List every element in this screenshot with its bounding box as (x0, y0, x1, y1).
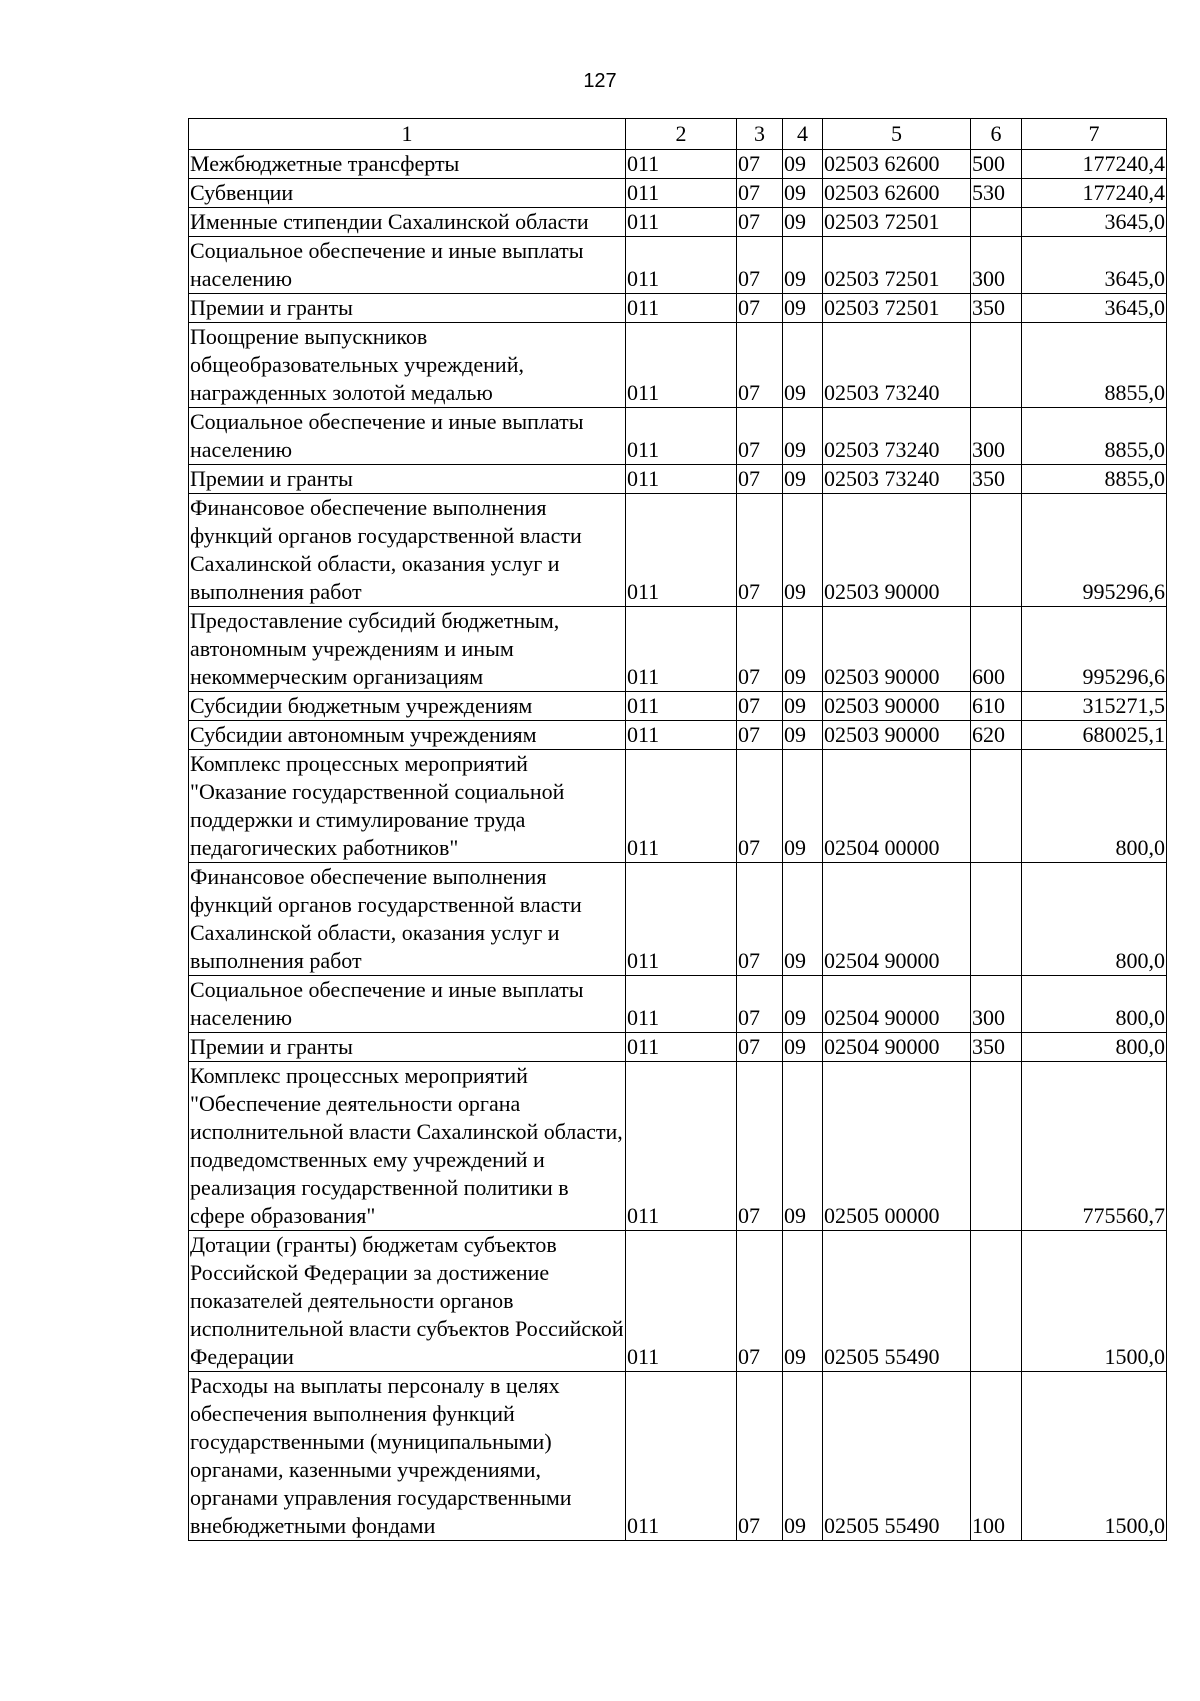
table-row (189, 323, 1167, 408)
row-code-3-cell: 07 (737, 607, 783, 692)
header-row (189, 119, 1167, 150)
row-name-cell: Премии и гранты (189, 1033, 626, 1062)
table-row (189, 1033, 1167, 1062)
row-amount-cell: 800,0 (1022, 863, 1167, 976)
row-name-cell: Комплекс процессных мероприятий "Обеспечение деятельности органа исполнительной власти Сахалинской области, подведомственных ему учреждений и реализация государственной политики в сфере образования" (189, 1062, 626, 1231)
row-code-5-cell: 02505 55490 (823, 1372, 971, 1541)
header-col-5: 5 (823, 119, 971, 150)
row-code-4-cell: 09 (783, 1062, 823, 1231)
row-amount-cell: 800,0 (1022, 976, 1167, 1033)
row-code-4-cell: 09 (783, 976, 823, 1033)
row-code-6-cell (971, 208, 1022, 237)
row-code-5-cell: 02504 90000 (823, 976, 971, 1033)
row-code-4-cell: 09 (783, 1033, 823, 1062)
table-row (189, 150, 1167, 179)
row-name-cell: Именные стипендии Сахалинской области (189, 208, 626, 237)
row-code-6-cell (971, 494, 1022, 607)
row-code-6-cell (971, 1062, 1022, 1231)
table-row (189, 294, 1167, 323)
row-code-6-cell: 530 (971, 179, 1022, 208)
header-col-3: 3 (737, 119, 783, 150)
row-code-3-cell: 07 (737, 976, 783, 1033)
row-code-5-cell: 02503 73240 (823, 323, 971, 408)
row-amount-cell: 177240,4 (1022, 179, 1167, 208)
row-amount-cell: 800,0 (1022, 750, 1167, 863)
row-code-6-cell: 500 (971, 150, 1022, 179)
budget-table (188, 118, 1167, 1541)
row-code-3-cell: 07 (737, 863, 783, 976)
row-name-cell: Предоставление субсидий бюджетным, автономным учреждениям и иным некоммерческим организациям (189, 607, 626, 692)
row-code-6-cell (971, 863, 1022, 976)
row-code-6-cell: 350 (971, 1033, 1022, 1062)
row-amount-cell: 775560,7 (1022, 1062, 1167, 1231)
row-code-5-cell: 02503 62600 (823, 179, 971, 208)
header-col-4: 4 (783, 119, 823, 150)
row-name-cell: Комплекс процессных мероприятий "Оказание государственной социальной поддержки и стимулирование труда педагогических работников" (189, 750, 626, 863)
row-code-4-cell: 09 (783, 179, 823, 208)
row-name-cell: Расходы на выплаты персоналу в целях обеспечения выполнения функций государственными (муниципальными) органами, казенными учреждениями, органами управления государственными внебюджетными фондами (189, 1372, 626, 1541)
row-name-cell: Социальное обеспечение и иные выплаты населению (189, 408, 626, 465)
row-code-3-cell: 07 (737, 150, 783, 179)
row-amount-cell: 3645,0 (1022, 237, 1167, 294)
row-name-cell: Субсидии бюджетным учреждениям (189, 692, 626, 721)
row-code-3-cell: 07 (737, 465, 783, 494)
row-code-5-cell: 02503 72501 (823, 208, 971, 237)
table-row (189, 976, 1167, 1033)
row-name-cell: Поощрение выпускников общеобразовательных учреждений, награжденных золотой медалью (189, 323, 626, 408)
table-row (189, 863, 1167, 976)
row-amount-cell: 800,0 (1022, 1033, 1167, 1062)
row-name-cell: Финансовое обеспечение выполнения функций органов государственной власти Сахалинской области, оказания услуг и выполнения работ (189, 863, 626, 976)
row-amount-cell: 3645,0 (1022, 208, 1167, 237)
row-code-3-cell: 07 (737, 208, 783, 237)
row-code-6-cell: 350 (971, 294, 1022, 323)
row-code-2-cell: 011 (626, 408, 737, 465)
row-name-cell: Субсидии автономным учреждениям (189, 721, 626, 750)
row-code-2-cell: 011 (626, 1033, 737, 1062)
table-row (189, 494, 1167, 607)
row-code-5-cell: 02504 90000 (823, 863, 971, 976)
table-row (189, 1231, 1167, 1372)
row-code-2-cell: 011 (626, 976, 737, 1033)
row-code-4-cell: 09 (783, 494, 823, 607)
row-code-3-cell: 07 (737, 1372, 783, 1541)
row-code-3-cell: 07 (737, 294, 783, 323)
table-row (189, 1372, 1167, 1541)
row-code-4-cell: 09 (783, 1372, 823, 1541)
row-code-6-cell: 620 (971, 721, 1022, 750)
row-code-4-cell: 09 (783, 408, 823, 465)
row-code-2-cell: 011 (626, 750, 737, 863)
row-code-2-cell: 011 (626, 323, 737, 408)
row-code-2-cell: 011 (626, 237, 737, 294)
row-amount-cell: 3645,0 (1022, 294, 1167, 323)
row-code-6-cell: 300 (971, 237, 1022, 294)
row-code-3-cell: 07 (737, 408, 783, 465)
row-amount-cell: 680025,1 (1022, 721, 1167, 750)
row-code-3-cell: 07 (737, 1062, 783, 1231)
row-code-4-cell: 09 (783, 721, 823, 750)
row-code-4-cell: 09 (783, 465, 823, 494)
row-code-2-cell: 011 (626, 1062, 737, 1231)
row-code-6-cell: 610 (971, 692, 1022, 721)
row-code-4-cell: 09 (783, 323, 823, 408)
table-row (189, 465, 1167, 494)
row-code-4-cell: 09 (783, 237, 823, 294)
row-code-6-cell (971, 750, 1022, 863)
row-name-cell: Дотации (гранты) бюджетам субъектов Российской Федерации за достижение показателей деятельности органов исполнительной власти субъектов Российской Федерации (189, 1231, 626, 1372)
row-code-3-cell: 07 (737, 179, 783, 208)
table-row (189, 692, 1167, 721)
row-code-5-cell: 02505 00000 (823, 1062, 971, 1231)
row-code-6-cell: 300 (971, 976, 1022, 1033)
row-code-6-cell: 600 (971, 607, 1022, 692)
row-code-4-cell: 09 (783, 150, 823, 179)
row-amount-cell: 8855,0 (1022, 408, 1167, 465)
row-code-3-cell: 07 (737, 721, 783, 750)
row-code-4-cell: 09 (783, 863, 823, 976)
row-code-4-cell: 09 (783, 692, 823, 721)
header-col-6: 6 (971, 119, 1022, 150)
row-amount-cell: 315271,5 (1022, 692, 1167, 721)
row-code-3-cell: 07 (737, 1231, 783, 1372)
row-code-5-cell: 02503 73240 (823, 408, 971, 465)
row-code-4-cell: 09 (783, 750, 823, 863)
row-code-2-cell: 011 (626, 465, 737, 494)
row-code-6-cell: 300 (971, 408, 1022, 465)
row-amount-cell: 8855,0 (1022, 323, 1167, 408)
row-code-2-cell: 011 (626, 721, 737, 750)
row-code-3-cell: 07 (737, 692, 783, 721)
row-code-5-cell: 02503 90000 (823, 607, 971, 692)
row-code-5-cell: 02503 72501 (823, 294, 971, 323)
header-col-2: 2 (626, 119, 737, 150)
table-row (189, 408, 1167, 465)
row-code-5-cell: 02503 72501 (823, 237, 971, 294)
table-row (189, 721, 1167, 750)
row-code-3-cell: 07 (737, 237, 783, 294)
row-code-2-cell: 011 (626, 208, 737, 237)
table-row (189, 607, 1167, 692)
table-row (189, 237, 1167, 294)
row-code-6-cell: 100 (971, 1372, 1022, 1541)
row-code-6-cell: 350 (971, 465, 1022, 494)
row-code-5-cell: 02503 90000 (823, 494, 971, 607)
row-name-cell: Финансовое обеспечение выполнения функций органов государственной власти Сахалинской области, оказания услуг и выполнения работ (189, 494, 626, 607)
row-code-4-cell: 09 (783, 208, 823, 237)
row-code-2-cell: 011 (626, 294, 737, 323)
row-code-3-cell: 07 (737, 323, 783, 408)
row-amount-cell: 177240,4 (1022, 150, 1167, 179)
row-name-cell: Премии и гранты (189, 465, 626, 494)
row-code-5-cell: 02504 90000 (823, 1033, 971, 1062)
row-code-2-cell: 011 (626, 1372, 737, 1541)
row-name-cell: Межбюджетные трансферты (189, 150, 626, 179)
row-code-2-cell: 011 (626, 607, 737, 692)
row-code-5-cell: 02504 00000 (823, 750, 971, 863)
row-amount-cell: 1500,0 (1022, 1231, 1167, 1372)
row-code-5-cell: 02503 90000 (823, 721, 971, 750)
row-code-2-cell: 011 (626, 179, 737, 208)
row-code-5-cell: 02503 62600 (823, 150, 971, 179)
row-amount-cell: 995296,6 (1022, 494, 1167, 607)
row-code-5-cell: 02503 90000 (823, 692, 971, 721)
row-amount-cell: 1500,0 (1022, 1372, 1167, 1541)
row-code-2-cell: 011 (626, 150, 737, 179)
table-row (189, 179, 1167, 208)
row-code-4-cell: 09 (783, 294, 823, 323)
page-number: 127 (583, 70, 617, 92)
row-code-5-cell: 02505 55490 (823, 1231, 971, 1372)
row-code-2-cell: 011 (626, 494, 737, 607)
row-code-2-cell: 011 (626, 863, 737, 976)
table-row (189, 750, 1167, 863)
table-row (189, 208, 1167, 237)
row-code-3-cell: 07 (737, 1033, 783, 1062)
row-code-2-cell: 011 (626, 692, 737, 721)
row-name-cell: Премии и гранты (189, 294, 626, 323)
row-code-2-cell: 011 (626, 1231, 737, 1372)
row-code-3-cell: 07 (737, 750, 783, 863)
row-code-5-cell: 02503 73240 (823, 465, 971, 494)
row-code-4-cell: 09 (783, 1231, 823, 1372)
row-code-3-cell: 07 (737, 494, 783, 607)
row-name-cell: Социальное обеспечение и иные выплаты населению (189, 976, 626, 1033)
row-name-cell: Субвенции (189, 179, 626, 208)
header-col-7: 7 (1022, 119, 1167, 150)
table-row (189, 1062, 1167, 1231)
header-col-1: 1 (189, 119, 626, 150)
row-code-6-cell (971, 323, 1022, 408)
row-amount-cell: 995296,6 (1022, 607, 1167, 692)
row-code-6-cell (971, 1231, 1022, 1372)
row-name-cell: Социальное обеспечение и иные выплаты населению (189, 237, 626, 294)
row-code-4-cell: 09 (783, 607, 823, 692)
row-amount-cell: 8855,0 (1022, 465, 1167, 494)
